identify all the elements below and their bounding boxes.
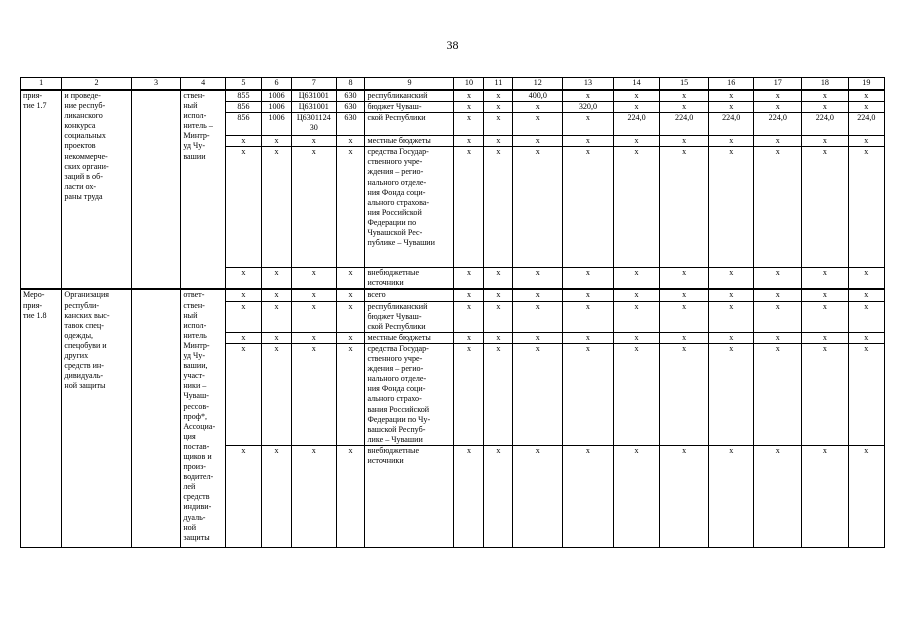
table-cell: x [848,147,884,268]
table-cell: x [336,445,365,547]
table-cell: x [613,332,660,343]
executor-cell: ответ- ствен- ный испол- нитель Минтр- уд Чу- вашии, участ- ники – Чуваш- рессов- проф*, Ассоциа- ция постав- щиков и произ- водител- лей средств индиви- дуаль- ной защиты [181,289,225,547]
table-cell: x [563,301,614,332]
table-cell: x [262,268,292,290]
table-cell: x [225,332,261,343]
table-cell: x [660,268,709,290]
funding-source: всего [365,289,454,301]
table-cell: x [708,289,754,301]
table-cell: x [513,343,563,445]
table-cell: 224,0 [613,113,660,136]
table-cell: x [754,445,802,547]
column-number-header: 4 [181,78,225,91]
table-cell: x [484,113,513,136]
table-cell: x [454,113,484,136]
table-cell: x [513,136,563,147]
table-cell: x [660,343,709,445]
column-number-header: 17 [754,78,802,91]
table-cell: x [454,301,484,332]
table-cell: x [660,90,709,102]
table-cell: x [292,289,336,301]
table-cell: x [613,90,660,102]
table-cell: x [848,268,884,290]
table-cell: x [848,289,884,301]
table-cell: 855 [225,90,261,102]
table-cell: x [292,445,336,547]
table-cell: x [292,136,336,147]
table-cell: x [484,90,513,102]
table-cell: x [563,332,614,343]
table-cell: x [754,90,802,102]
table-cell: 856 [225,113,261,136]
table-cell: x [262,147,292,268]
table-cell: x [336,147,365,268]
program-cell [131,289,181,547]
table-cell: x [225,343,261,445]
table-cell: x [454,136,484,147]
budget-table [20,77,885,548]
table-cell: x [848,343,884,445]
program-cell [131,90,181,289]
table-cell: x [454,289,484,301]
table-cell: x [802,136,849,147]
table-cell: x [513,289,563,301]
table-cell: 1006 [262,113,292,136]
table-cell: x [613,289,660,301]
table-cell: 224,0 [754,113,802,136]
funding-source: внебюджетные источники [365,268,454,290]
table-cell: x [848,301,884,332]
table-cell: x [262,301,292,332]
table-cell: 630 [336,113,365,136]
table-cell: x [754,332,802,343]
table-cell: x [292,343,336,445]
table-cell: x [660,136,709,147]
column-number-header: 9 [365,78,454,91]
table-cell: Ц631001 [292,102,336,113]
table-cell: x [802,90,849,102]
table-cell: x [802,343,849,445]
funding-source: средства Государ- ственного учре- ждения – регио- нального отделе- ния Фонда соци- ального страхо- вания Российской Федерации по Чу- вашской Респуб- лике – Чувашии [365,343,454,445]
header-row [21,78,885,91]
table-cell: x [754,136,802,147]
table-cell: x [454,102,484,113]
table-cell: x [513,102,563,113]
table-cell: x [802,445,849,547]
table-cell: x [613,147,660,268]
table-cell: x [660,301,709,332]
column-number-header: 5 [225,78,261,91]
table-cell: x [613,268,660,290]
table-cell: x [262,289,292,301]
table-cell: x [336,289,365,301]
funding-source: ской Республики [365,113,454,136]
column-number-header: 2 [62,78,131,91]
table-cell: x [708,332,754,343]
table-cell: x [454,268,484,290]
table-cell: x [802,102,849,113]
table-cell: x [454,445,484,547]
activity-number: Меро- прия- тие 1.8 [21,289,62,547]
column-number-header: 10 [454,78,484,91]
activity-name: Организация республи- канских выс- тавок спец- одежды, спецобуви и других средств ин- дивидуаль- ной защиты [62,289,131,547]
table-row [21,289,885,301]
column-number-header: 11 [484,78,513,91]
table-cell: x [848,136,884,147]
table-cell: x [336,268,365,290]
table-cell: 400,0 [513,90,563,102]
table-cell: x [225,147,261,268]
table-cell: x [484,268,513,290]
table-cell: x [660,332,709,343]
table-cell: x [802,289,849,301]
table-cell: x [754,289,802,301]
activity-number: прия- тие 1.7 [21,90,62,289]
table-cell: x [225,445,261,547]
table-cell: x [660,147,709,268]
table-cell: x [262,136,292,147]
column-number-header: 6 [262,78,292,91]
table-cell: x [848,90,884,102]
table-cell: x [660,445,709,547]
table-cell: x [484,445,513,547]
table-cell: x [484,343,513,445]
funding-source: республиканский бюджет Чуваш- ской Республики [365,301,454,332]
table-cell: x [708,301,754,332]
table-cell: x [262,445,292,547]
table-cell: x [754,102,802,113]
table-cell: 856 [225,102,261,113]
column-number-header: 18 [802,78,849,91]
table-cell: 224,0 [660,113,709,136]
table-cell: x [708,136,754,147]
table-cell: x [563,343,614,445]
table-cell: 1006 [262,102,292,113]
table-cell: x [513,268,563,290]
table-cell: x [708,147,754,268]
funding-source: местные бюджеты [365,332,454,343]
column-number-header: 7 [292,78,336,91]
table-cell: x [484,289,513,301]
table-cell: x [513,332,563,343]
column-number-header: 14 [613,78,660,91]
table-cell: x [802,147,849,268]
column-number-header: 12 [513,78,563,91]
column-number-header: 16 [708,78,754,91]
table-cell: x [336,332,365,343]
table-cell: Ц631001 [292,90,336,102]
funding-source: местные бюджеты [365,136,454,147]
table-cell: x [336,343,365,445]
table-row [21,90,885,102]
table-cell: x [225,136,261,147]
table-cell: x [708,268,754,290]
activity-name: и проведе- ние респуб- ликанского конкурса социальных проектов некоммерче- ских органи- заций в об- ласти ох- раны труда [62,90,131,289]
table-cell: x [660,102,709,113]
table-cell: x [563,289,614,301]
table-cell: x [708,90,754,102]
table-cell: x [454,332,484,343]
table-cell: x [513,113,563,136]
table-cell: x [563,445,614,547]
table-cell: x [848,102,884,113]
table-cell: x [225,289,261,301]
table-cell: x [513,445,563,547]
table-cell: x [262,332,292,343]
table-cell: x [754,343,802,445]
table-cell: x [563,147,614,268]
table-cell: x [292,301,336,332]
table-cell: x [802,268,849,290]
table-cell: x [708,102,754,113]
table-cell: 630 [336,102,365,113]
column-number-header: 8 [336,78,365,91]
table-cell: x [613,343,660,445]
table-cell: x [225,301,261,332]
table-cell: x [513,147,563,268]
table-cell: x [484,332,513,343]
table-cell: 224,0 [708,113,754,136]
table-cell: x [563,136,614,147]
table-cell: 224,0 [848,113,884,136]
column-number-header: 13 [563,78,614,91]
funding-source: внебюджетные источники [365,445,454,547]
table-cell: x [484,147,513,268]
table-cell: 320,0 [563,102,614,113]
table-cell: x [336,136,365,147]
page-number: 38 [446,38,459,52]
table-cell: x [848,445,884,547]
table-cell: x [613,445,660,547]
table-cell: x [484,102,513,113]
executor-cell: ствен- ный испол- нитель – Минтр- уд Чу- вашии [181,90,225,289]
table-cell: 630 [336,90,365,102]
column-number-header: 15 [660,78,709,91]
table-cell: x [754,147,802,268]
column-number-header: 3 [131,78,181,91]
table-cell: x [484,136,513,147]
column-number-header: 19 [848,78,884,91]
funding-source: бюджет Чуваш- [365,102,454,113]
table-cell: x [660,289,709,301]
table-cell: 224,0 [802,113,849,136]
table-cell: x [225,268,261,290]
table-cell: x [708,445,754,547]
table-cell: x [513,301,563,332]
table-cell: x [613,301,660,332]
table-cell: x [292,268,336,290]
table-cell: x [292,147,336,268]
table-cell: x [754,301,802,332]
table-cell: x [336,301,365,332]
table-cell: x [292,332,336,343]
table-cell: x [754,268,802,290]
funding-source: республиканский [365,90,454,102]
table-cell: x [848,332,884,343]
table-cell: x [802,301,849,332]
table-cell: x [454,343,484,445]
table-cell: Ц6301124 30 [292,113,336,136]
table-cell: x [613,102,660,113]
table-cell: x [802,332,849,343]
column-number-header: 1 [21,78,62,91]
table-cell: x [613,136,660,147]
table-cell: x [563,113,614,136]
table-cell: x [262,343,292,445]
table-cell: x [563,268,614,290]
table-cell: x [454,147,484,268]
table-cell: x [708,343,754,445]
table-cell: 1006 [262,90,292,102]
table-cell: x [484,301,513,332]
funding-source: средства Государ- ственного учре- ждения – регио- нального отделе- ния Фонда соци- ального страхова- ния Российской Федерации по Чувашской Рес- публике – Чувашии [365,147,454,268]
table-cell: x [563,90,614,102]
table-cell: x [454,90,484,102]
